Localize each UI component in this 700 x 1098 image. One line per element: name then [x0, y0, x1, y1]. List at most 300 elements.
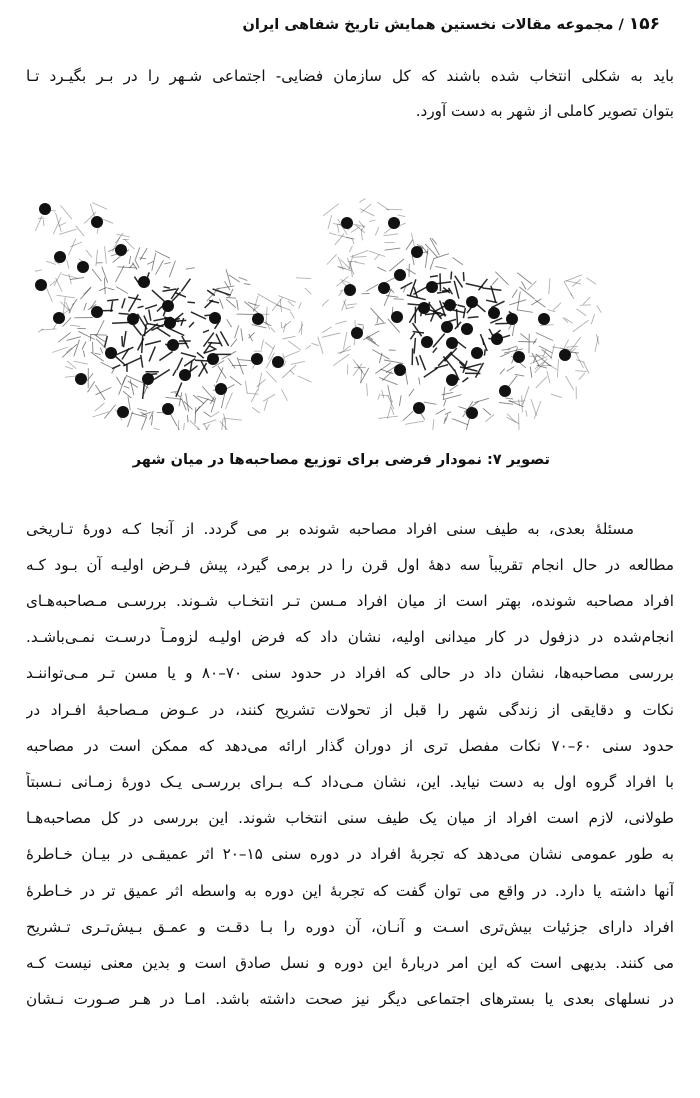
street-segment	[517, 291, 520, 309]
street-segment	[92, 269, 101, 281]
street-segment	[337, 224, 339, 233]
street-segment	[83, 351, 85, 358]
interview-location-dot	[105, 347, 117, 359]
street-segment	[164, 287, 170, 288]
street-segment	[38, 329, 43, 333]
street-segment	[122, 336, 123, 346]
street-segment	[128, 381, 138, 388]
street-segment	[265, 342, 273, 349]
street-segment	[90, 334, 91, 341]
street-segment	[375, 227, 379, 236]
street-segment	[152, 415, 153, 426]
street-segment	[159, 352, 172, 361]
street-segment	[299, 324, 303, 333]
interview-location-dot	[54, 251, 66, 263]
interview-location-dot	[164, 317, 176, 329]
street-segment	[346, 237, 355, 239]
street-segment	[468, 317, 479, 318]
street-segment	[99, 287, 107, 290]
street-segment	[74, 361, 88, 364]
street-segment	[137, 314, 147, 330]
street-segment	[258, 373, 262, 391]
street-segment	[530, 367, 532, 378]
street-segment	[216, 334, 222, 346]
street-segment	[124, 386, 130, 388]
street-segment	[290, 312, 294, 319]
body-line: طولانی، لازم است افراد از میان یک طیف سنی انتخاب شوند. این بررسی در کل مصاحبه‌هـا	[26, 809, 674, 827]
street-segment	[349, 246, 352, 252]
street-segment	[442, 392, 453, 395]
street-segment	[247, 393, 259, 394]
street-segment	[443, 395, 462, 400]
street-segment	[208, 343, 221, 344]
street-segment	[271, 328, 275, 333]
street-segment	[306, 345, 311, 349]
street-segment	[284, 351, 300, 357]
street-segment	[95, 353, 101, 354]
street-segment	[335, 321, 346, 324]
street-segment	[123, 391, 131, 398]
street-segment	[46, 261, 56, 264]
street-segment	[406, 269, 415, 274]
interview-location-dot	[117, 406, 129, 418]
street-segment	[257, 294, 270, 301]
street-segment	[299, 302, 302, 308]
street-segment	[453, 258, 463, 265]
interview-location-dot	[115, 244, 127, 256]
street-segment	[128, 297, 141, 300]
street-segment	[156, 260, 164, 275]
street-segment	[142, 336, 143, 354]
street-segment	[333, 354, 349, 366]
interview-location-dot	[378, 282, 390, 294]
street-segment	[235, 325, 239, 338]
street-segment	[367, 337, 376, 344]
street-map-with-interview-dots	[35, 195, 335, 430]
street-segment	[227, 319, 232, 327]
street-segment	[474, 398, 489, 402]
street-segment	[141, 355, 143, 368]
street-segment	[96, 320, 104, 336]
interview-location-dot	[91, 306, 103, 318]
street-segment	[551, 394, 562, 398]
street-segment	[216, 286, 235, 289]
street-segment	[298, 376, 312, 382]
street-segment	[512, 290, 517, 298]
street-segment	[107, 288, 114, 290]
street-segment	[499, 403, 513, 405]
street-segment	[531, 299, 541, 305]
body-line: به طور عمومی نشان می‌دهد که تجربهٔ افراد در دوره سنی ۱۵–۲۰ اثر عمیقـی در بیـان خـاطرهٔ	[26, 845, 674, 863]
street-segment	[261, 340, 263, 350]
street-segment	[78, 331, 95, 339]
interview-location-dot	[127, 313, 139, 325]
street-segment	[203, 420, 217, 425]
street-segment	[443, 387, 444, 399]
page-number: ۱۵۶	[628, 14, 660, 34]
street-segment	[230, 376, 242, 385]
street-segment	[101, 362, 113, 368]
street-segment	[583, 297, 590, 305]
street-segment	[149, 310, 151, 321]
street-segment	[432, 419, 434, 430]
street-segment	[553, 303, 561, 311]
interview-location-dot	[391, 311, 403, 323]
book-title: مجموعه مقالات نخستین همایش تاریخ شفاهی ایران	[242, 17, 614, 33]
street-segment	[226, 299, 236, 308]
street-segment	[597, 306, 601, 313]
street-segment	[521, 281, 526, 289]
street-segment	[164, 262, 171, 264]
interview-location-dot	[179, 369, 191, 381]
interview-location-dot	[77, 261, 89, 273]
street-segment	[58, 333, 70, 343]
street-segment	[153, 428, 167, 430]
street-segment	[515, 374, 524, 376]
street-segment	[225, 281, 230, 290]
interview-location-dot	[466, 296, 478, 308]
street-segment	[197, 352, 204, 358]
street-segment	[56, 278, 63, 292]
interview-location-dot	[538, 313, 550, 325]
street-segment	[529, 356, 543, 357]
street-segment	[105, 246, 107, 263]
street-segment	[69, 303, 74, 313]
street-segment	[137, 409, 147, 412]
street-segment	[507, 366, 515, 371]
street-segment	[181, 353, 196, 357]
street-segment	[437, 291, 449, 293]
street-segment	[70, 325, 81, 326]
street-segment	[399, 395, 401, 406]
street-segment	[507, 417, 519, 424]
street-segment	[406, 240, 413, 250]
map-figure-concentrated	[35, 195, 335, 430]
interview-location-dot	[426, 281, 438, 293]
street-segment	[403, 411, 413, 420]
street-segment	[547, 371, 550, 383]
street-segment	[216, 368, 223, 384]
street-segment	[359, 221, 365, 228]
street-segment	[523, 386, 529, 404]
street-segment	[458, 305, 466, 307]
street-segment	[241, 328, 243, 341]
street-segment	[369, 251, 386, 257]
street-segment	[539, 346, 553, 353]
street-segment	[394, 299, 404, 300]
street-segment	[122, 298, 125, 308]
interview-location-dot	[35, 279, 47, 291]
street-segment	[209, 346, 216, 350]
street-segment	[35, 270, 42, 274]
street-segment	[65, 366, 73, 369]
street-segment	[416, 357, 418, 366]
street-segment	[587, 278, 597, 285]
street-segment	[74, 340, 80, 357]
street-segment	[377, 317, 378, 324]
intro-line: بتوان تصویر کاملی از شهر به دست آورد.	[415, 102, 674, 120]
street-segment	[140, 417, 147, 430]
body-line: نکات و دقایقی از زندگی شهر را قبل از تحولات تشریح کنند، در عـوض مـصاحبهٔ افـراد در	[26, 701, 674, 719]
street-segment	[230, 289, 233, 296]
street-segment	[522, 395, 523, 412]
street-segment	[145, 341, 161, 345]
street-segment	[531, 399, 536, 416]
street-segment	[220, 421, 229, 430]
street-segment	[571, 294, 575, 299]
street-segment	[379, 378, 398, 385]
street-segment	[245, 381, 247, 394]
street-segment	[463, 272, 464, 281]
figure-caption: تصویر ۷: نمودار فرضی برای توزیع مصاحبه‌ها در میان شهر	[132, 452, 550, 468]
street-segment	[186, 268, 195, 270]
street-segment	[540, 325, 554, 326]
street-segment	[452, 419, 468, 425]
street-segment	[532, 353, 539, 366]
street-segment	[533, 339, 537, 345]
street-segment	[384, 234, 399, 236]
street-segment	[66, 348, 72, 353]
body-line: مسئلهٔ بعدی، به طیف سنی افراد مصاحبه شونده بر می گردد. از آنجا کـه دورهٔ تـاریخی	[26, 520, 634, 538]
interview-location-dot	[394, 364, 406, 376]
body-line: انجام‌شده در دزفول در کار میدانی اولیه، نشان داد که فرض اولیـه لزومـاً درسـت نمـی‌باشـد.	[26, 628, 674, 646]
body-line: با افراد گروه اول به دست نیاید. این، نشان مـی‌داد کـه بـرای بررسـی یـک دورهٔ زمـانی نـسبتاً	[26, 773, 674, 791]
street-segment	[226, 269, 231, 285]
interview-location-dot	[341, 217, 353, 229]
street-segment	[351, 227, 360, 233]
header-separator: /	[618, 17, 624, 33]
street-segment	[570, 337, 582, 352]
street-segment	[163, 289, 177, 291]
interview-location-dot	[418, 302, 430, 314]
street-segment	[204, 412, 211, 417]
street-segment	[519, 287, 534, 299]
street-segment	[92, 203, 107, 210]
body-line: بررسی مصاحبه‌ها، نشان داد در حالی که افراد در حدود سنی ۷۰–۸۰ و یا مسن تـر مـی‌تواننـد	[26, 664, 674, 682]
street-segment	[116, 377, 121, 385]
street-segment	[430, 258, 434, 270]
street-segment	[173, 370, 176, 376]
street-segment	[520, 334, 528, 341]
street-segment	[359, 199, 365, 203]
interview-location-dot	[461, 323, 473, 335]
street-segment	[182, 336, 189, 349]
street-segment	[444, 400, 446, 406]
street-segment	[86, 250, 92, 257]
street-segment	[457, 341, 466, 348]
body-line: آنها داشته یا دارد. در واقع می توان گفت که تجربهٔ این دوره به واسطه اثر عمیق تر در خـاطرهٔ	[26, 882, 674, 900]
street-segment	[130, 380, 134, 396]
street-segment	[311, 343, 319, 345]
street-segment	[527, 281, 536, 290]
street-segment	[296, 278, 311, 279]
street-segment	[95, 403, 105, 411]
body-line: می کنند. بدیهی است که این امر دربارهٔ این دوره و نسل صادق است و بدین معنی نیست کـه	[26, 954, 674, 972]
street-segment	[244, 284, 250, 285]
street-segment	[69, 239, 76, 256]
street-segment	[519, 413, 520, 430]
street-segment	[70, 242, 82, 247]
street-segment	[82, 342, 86, 350]
street-segment	[107, 300, 118, 301]
street-segment	[282, 365, 296, 378]
street-segment	[62, 274, 79, 278]
street-segment	[549, 278, 550, 294]
interview-location-dot	[388, 217, 400, 229]
street-segment	[129, 256, 130, 264]
street-segment	[116, 347, 134, 355]
street-segment	[305, 288, 312, 294]
street-segment	[225, 393, 232, 409]
street-segment	[500, 369, 505, 375]
street-segment	[190, 421, 203, 431]
street-segment	[116, 357, 126, 366]
street-segment	[484, 349, 485, 355]
street-segment	[139, 258, 146, 259]
street-segment	[495, 272, 508, 285]
street-segment	[181, 318, 184, 326]
interview-location-dot	[413, 402, 425, 414]
street-segment	[502, 349, 511, 350]
street-segment	[534, 401, 541, 419]
street-segment	[430, 238, 440, 255]
street-segment	[350, 250, 368, 257]
street-segment	[339, 291, 343, 296]
street-segment	[480, 334, 487, 351]
street-segment	[252, 325, 267, 328]
street-segment	[517, 310, 533, 313]
street-segment	[580, 305, 591, 306]
street-segment	[435, 266, 446, 268]
street-segment	[433, 348, 437, 353]
street-segment	[231, 339, 237, 347]
street-segment	[76, 226, 84, 236]
interview-location-dot	[506, 313, 518, 325]
body-line: افراد مصاحبه شونده، بهتر است از میان افراد مـسن تـر انتخـاب شـوند. بررسـی مـصاحبه‌هـای	[26, 592, 674, 610]
street-segment	[409, 389, 414, 396]
street-segment	[424, 402, 437, 404]
street-segment	[103, 219, 114, 223]
street-segment	[187, 415, 188, 422]
street-segment	[464, 364, 481, 369]
street-segment	[384, 228, 391, 234]
street-segment	[61, 205, 73, 219]
street-segment	[369, 220, 375, 222]
street-segment	[188, 302, 195, 303]
street-segment	[96, 250, 98, 267]
street-segment	[104, 405, 115, 419]
street-segment	[239, 277, 248, 280]
street-segment	[157, 328, 171, 337]
street-segment	[410, 333, 414, 339]
street-segment	[84, 303, 87, 311]
street-segment	[266, 371, 276, 382]
street-segment	[406, 371, 408, 384]
street-segment	[454, 281, 459, 299]
interview-location-dot	[444, 299, 456, 311]
interview-location-dot	[91, 216, 103, 228]
street-segment	[505, 398, 513, 399]
body-line: حدود سنی ۶۰–۷۰ نکات مفصل تری از دوران گذار ارائه می‌دهد که ممکن است در مصاحبه	[26, 737, 674, 755]
interview-location-dot	[252, 313, 264, 325]
street-segment	[43, 220, 44, 226]
street-segment	[283, 323, 285, 332]
street-segment	[343, 332, 347, 350]
street-segment	[401, 282, 413, 288]
street-segment	[282, 336, 295, 339]
street-segment	[281, 389, 287, 401]
street-segment	[409, 308, 418, 323]
street-segment	[491, 286, 496, 303]
street-segment	[138, 306, 144, 308]
interview-location-dot	[411, 246, 423, 258]
street-segment	[519, 342, 537, 343]
street-segment	[155, 251, 170, 258]
street-segment	[182, 398, 187, 410]
street-segment	[112, 365, 120, 369]
street-segment	[380, 369, 393, 374]
street-segment	[440, 273, 441, 291]
street-segment	[128, 396, 130, 410]
street-segment	[56, 213, 62, 232]
interview-location-dot	[513, 351, 525, 363]
street-segment	[223, 418, 241, 420]
street-segment	[210, 412, 219, 418]
street-segment	[251, 389, 257, 402]
street-segment	[91, 334, 108, 335]
street-segment	[347, 304, 357, 305]
interview-location-dot	[344, 284, 356, 296]
street-segment	[536, 333, 553, 341]
street-segment	[205, 300, 213, 308]
body-line: در نسلهای بعدی یا بسترهای اجتماعی دیگر نیز صحت داشته باشد. امـا در هـر صـورت نـشان	[26, 990, 674, 1008]
street-segment	[263, 394, 275, 401]
street-segment	[207, 290, 215, 295]
street-segment	[144, 316, 148, 325]
street-segment	[375, 323, 386, 325]
street-segment	[229, 275, 240, 282]
street-segment	[451, 353, 466, 365]
street-segment	[378, 393, 380, 399]
street-segment	[358, 324, 364, 325]
interview-location-dot	[466, 407, 478, 419]
street-segment	[566, 346, 578, 347]
street-segment	[62, 344, 77, 357]
street-segment	[147, 261, 153, 264]
street-segment	[257, 379, 266, 387]
street-segment	[366, 284, 378, 291]
street-segment	[56, 295, 75, 298]
street-segment	[459, 407, 468, 410]
street-segment	[492, 278, 498, 285]
street-segment	[355, 262, 365, 264]
interview-location-dot	[53, 312, 65, 324]
street-segment	[171, 392, 177, 393]
interview-location-dot	[421, 336, 433, 348]
interview-location-dot	[209, 312, 221, 324]
street-segment	[195, 407, 196, 423]
street-segment	[291, 361, 305, 364]
interview-location-dot	[142, 373, 154, 385]
street-segment	[288, 341, 301, 350]
interview-location-dot	[251, 353, 263, 365]
street-segment	[591, 314, 594, 324]
street-segment	[433, 334, 445, 348]
street-segment	[451, 272, 452, 280]
street-segment	[405, 421, 424, 424]
street-segment	[94, 334, 105, 341]
street-segment	[535, 300, 546, 307]
